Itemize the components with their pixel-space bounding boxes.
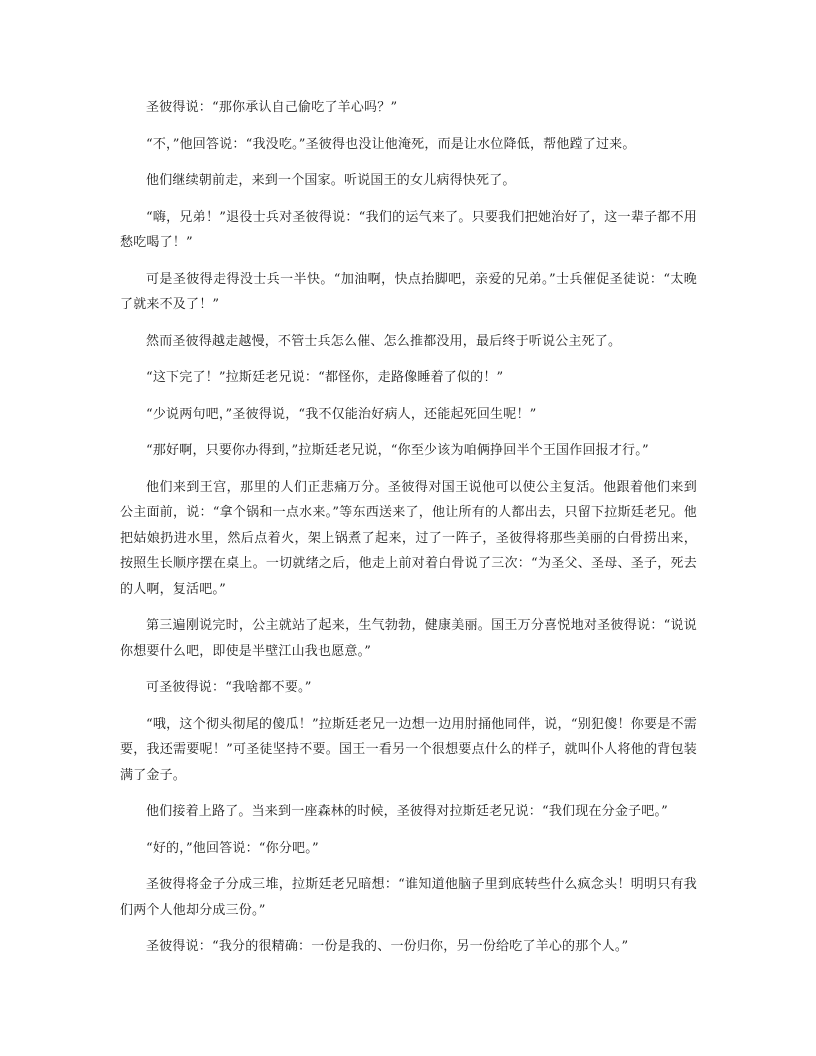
paragraph: 圣彼得说：“我分的很精确：一份是我的、一份归你，另一份给吃了羊心的那个人。” [146, 939, 629, 954]
paragraph: 圣彼得将金子分成三堆，拉斯廷老兄暗想：“谁知道他脑子里到底转些什么疯念头！明明只有我们两个人他却分成三份。” [120, 877, 697, 918]
paragraph: “嗨，兄弟！”退役士兵对圣彼得说：“我们的运气来了。只要我们把她治好了，这一辈子都不用愁吃喝了！” [120, 209, 697, 250]
paragraph: 他们继续朝前走，来到一个国家。听说国王的女儿病得快死了。 [146, 173, 516, 188]
paragraph: 第三遍刚说完时，公主就站了起来，生气勃勃，健康美丽。国王万分喜悦地对圣彼得说：“说说你想要什么吧，即使是半壁江山我也愿意。” [120, 618, 697, 659]
paragraph: 圣彼得说：“那你承认自己偷吃了羊心吗？” [146, 100, 398, 115]
paragraph: 他们来到王宫，那里的人们正悲痛万分。圣彼得对国王说他可以使公主复活。他跟着他们来到公主面前，说：“拿个锅和一点水来。”等东西送来了，他让所有的人都出去，只留下拉斯廷老兄。他把姑娘扔进水里，然后点着火，架上锅煮了起来，过了一阵子，圣彼得将那些美丽的白骨捞出来，按照生长顺序摆在桌上。一切就绪之后，他走上前对着白骨说了三次：“为圣父、圣母、圣子，死去的人啊，复活吧。” [120, 479, 697, 597]
paragraph: “不，”他回答说：“我没吃。”圣彼得也没让他淹死，而是让水位降低，帮他蹚了过来。 [146, 136, 636, 152]
paragraph: “哦，这个彻头彻尾的傻瓜！”拉斯廷老兄一边想一边用肘捅他同伴，说，“别犯傻！你要是不需要，我还需要呢！”可圣徒坚持不要。国王一看另一个很想要点什么的样子，就叫仆人将他的背包装满了金子。 [120, 716, 697, 783]
paragraph: “少说两句吧，”圣彼得说，“我不仅能治好病人，还能起死回生呢！” [146, 406, 537, 422]
paragraph: “这下完了！”拉斯廷老兄说：“都怪你，走路像睡着了似的！” [146, 370, 504, 385]
paragraph: “好的，”他回答说：“你分吧。” [146, 840, 319, 856]
paragraph: 可是圣彼得走得没士兵一半快。“加油啊，快点抬脚吧，亲爱的兄弟。”士兵催促圣徒说：“太晚了就来不及了！” [120, 271, 697, 312]
paragraph: 然而圣彼得越走越慢，不管士兵怎么催、怎么推都没用，最后终于听说公主死了。 [146, 333, 622, 349]
story-text [120, 95, 697, 971]
paragraph: “那好啊，只要你办得到，”拉斯廷老兄说，“你至少该为咱俩挣回半个王国作回报才行。” [146, 443, 649, 458]
paragraph: 可圣彼得说：“我啥都不要。” [146, 680, 312, 695]
paragraph: 他们接着上路了。当来到一座森林的时候，圣彼得对拉斯廷老兄说：“我们现在分金子吧。” [146, 804, 668, 819]
